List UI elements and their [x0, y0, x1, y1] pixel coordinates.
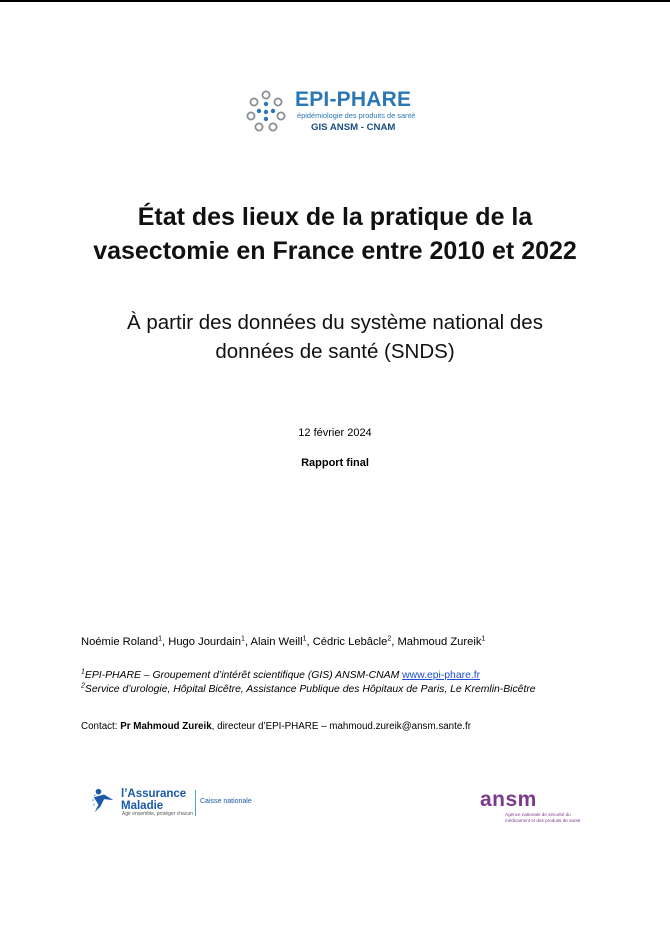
affiliation-text: EPI-PHARE – Groupement d’intérêt scientifique (GIS) ANSM-CNAM [84, 670, 403, 681]
report-subtitle-line2: données de santé (SNDS) [215, 340, 455, 363]
affiliation-2 [81, 684, 536, 695]
author-name: Cédric Lebâcle [312, 636, 388, 648]
assurance-maladie-title-line2: Maladie [121, 800, 164, 812]
contact-email[interactable]: mahmoud.zureik@ansm.sante.fr [329, 721, 471, 732]
author-affiliation-marker: 1 [158, 635, 163, 643]
report-subtitle [60, 308, 610, 366]
assurance-maladie-tagline: Agir ensemble, protéger chacun [122, 811, 193, 817]
contact-name: Pr Mahmoud Zureik [120, 721, 212, 732]
report-subtitle-line1: À partir des données du système national des [127, 311, 543, 334]
affiliation-number: 2 [81, 682, 85, 690]
molecule-dots-icon [246, 90, 286, 132]
brand-gis: GIS ANSM - CNAM [311, 122, 396, 133]
author-affiliation-marker: 1 [302, 635, 307, 643]
ansm-logo [480, 788, 600, 832]
assurance-maladie-divider [195, 790, 196, 816]
assurance-maladie-logo [91, 786, 261, 820]
assurance-maladie-figure-icon [91, 786, 119, 816]
author-name: Alain Weill [250, 636, 303, 648]
contact-role: , directeur d’EPI-PHARE – [211, 721, 330, 732]
author-affiliation-marker: 1 [481, 635, 486, 643]
brand-name: EPI-PHARE [295, 88, 412, 111]
contact-label: Contact: [81, 721, 121, 732]
author-name: Mahmoud Zureik [397, 636, 482, 648]
author-affiliation-marker: 1 [241, 635, 245, 643]
contact-line [81, 721, 471, 732]
author-name: Hugo Jourdain [168, 636, 242, 648]
assurance-maladie-title-line1: l’Assurance [121, 788, 187, 800]
ansm-tagline: Agence nationale de sécurité du médicament et des produits de santé [505, 812, 581, 823]
affiliation-number: 1 [81, 668, 85, 676]
affiliation-text: Service d’urologie, Hôpital Bicêtre, Assistance Publique des Hôpitaux de Paris, Le Kremlin-Bicêtre [84, 684, 536, 695]
author-name: Noémie Roland [81, 636, 159, 648]
page-top-border [0, 0, 670, 2]
report-date: 12 février 2024 [298, 427, 372, 439]
assurance-maladie-caisse: Caisse nationale [200, 798, 252, 805]
epi-phare-logo [246, 88, 446, 136]
affiliation-1 [81, 670, 480, 681]
epi-phare-website-link[interactable]: www.epi-phare.fr [402, 670, 481, 681]
ansm-name: ansm [480, 788, 537, 811]
brand-tagline: épidémiologie des produits de santé [297, 111, 416, 120]
report-title-line1: État des lieux de la pratique de la [137, 203, 533, 231]
report-title-line2: vasectomie en France entre 2010 et 2022 [93, 237, 577, 265]
report-title [40, 200, 630, 268]
author-affiliation-marker: 2 [387, 635, 392, 643]
report-type: Rapport final [301, 457, 369, 469]
assurance-maladie-title [121, 788, 186, 812]
author-list: Noémie Roland$^1$, Hugo Jourdain$^1$, Alain Weill$^1$, Cédric Lebâcle$^2$, Mahmoud Zureik$^1$ [81, 635, 486, 648]
